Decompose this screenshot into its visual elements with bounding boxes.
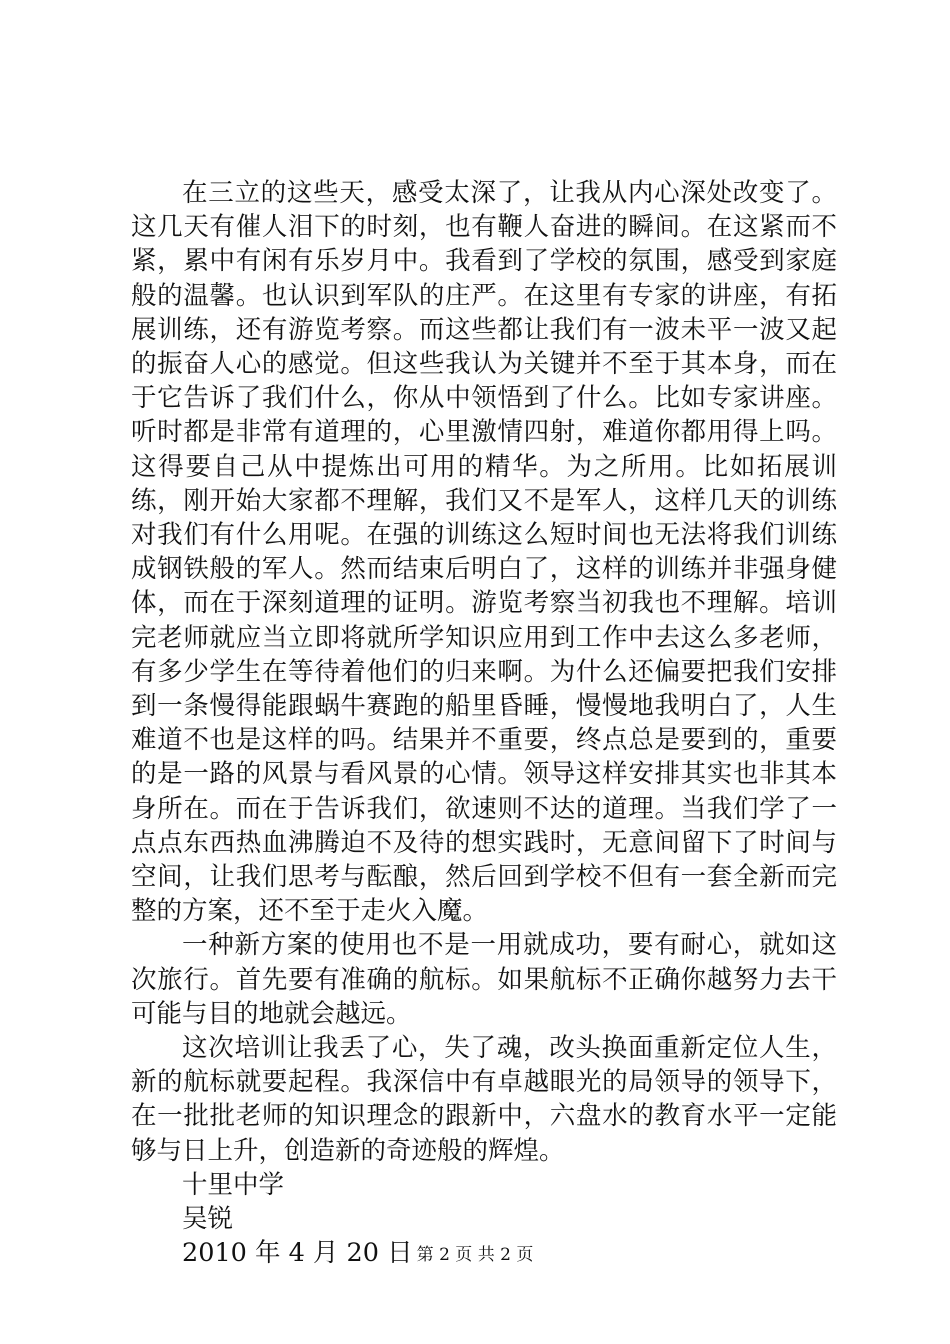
document-body	[131, 176, 837, 1271]
signoff-school: 十里中学	[182, 1169, 285, 1200]
signoff-author: 吴锐	[182, 1204, 234, 1235]
paragraph-3: 这次培训让我丢了心，失了魂，改头换面重新定位人生，新的航标就要起程。我深信中有卓越眼光的局领导的领导下，在一批批老师的知识理念的跟新中，六盘水的教育水平一定能够与日上升，创造新的奇迹般的辉煌。	[131, 1033, 837, 1166]
signoff-date: 2010 年 4 月 20 日	[182, 1238, 413, 1269]
paragraph-2: 一种新方案的使用也不是一用就成功，要有耐心，就如这次旅行。首先要有准确的航标。如果航标不正确你越努力去干可能与目的地就会越远。	[131, 930, 837, 1029]
paragraph-1: 在三立的这些天，感受太深了，让我从内心深处改变了。这几天有催人泪下的时刻，也有鞭人奋进的瞬间。在这紧而不紧，累中有闲有乐岁月中。我看到了学校的氛围，感受到家庭般的温馨。也认识到军队的庄严。在这里有专家的讲座，有拓展训练，还有游览考察。而这些都让我们有一波未平一波又起的振奋人心的感觉。但这些我认为关键并不至于其本身，而在于它告诉了我们什么，你从中领悟到了什么。比如专家讲座。听时都是非常有道理的，心里激情四射，难道你都用得上吗。这得要自己从中提炼出可用的精华。为之所用。比如拓展训练，刚开始大家都不理解，我们又不是军人，这样几天的训练对我们有什么用呢。在强的训练这么短时间也无法将我们训练成钢铁般的军人。然而结束后明白了，这样的训练并非强身健体，而在于深刻道理的证明。游览考察当初我也不理解。培训完老师就应当立即将就所学知识应用到工作中去这么多老师，有多少学生在等待着他们的归来啊。为什么还偏要把我们安排到一条慢得能跟蜗牛赛跑的船里昏睡，慢慢地我明白了，人生难道不也是这样的吗。结果并不重要，终点总是要到的，重要的是一路的风景与看风景的心情。领导这样安排其实也非其本身所在。而在于告诉我们，欲速则不达的道理。当我们学了一点点东西热血沸腾迫不及待的想实践时，无意间留下了时间与空间，让我们思考与酝酿，然后回到学校不但有一套全新而完整的方案，还不至于走火入魔。	[131, 178, 837, 927]
page-footer: 第 2 页 共 2 页	[416, 1245, 534, 1265]
